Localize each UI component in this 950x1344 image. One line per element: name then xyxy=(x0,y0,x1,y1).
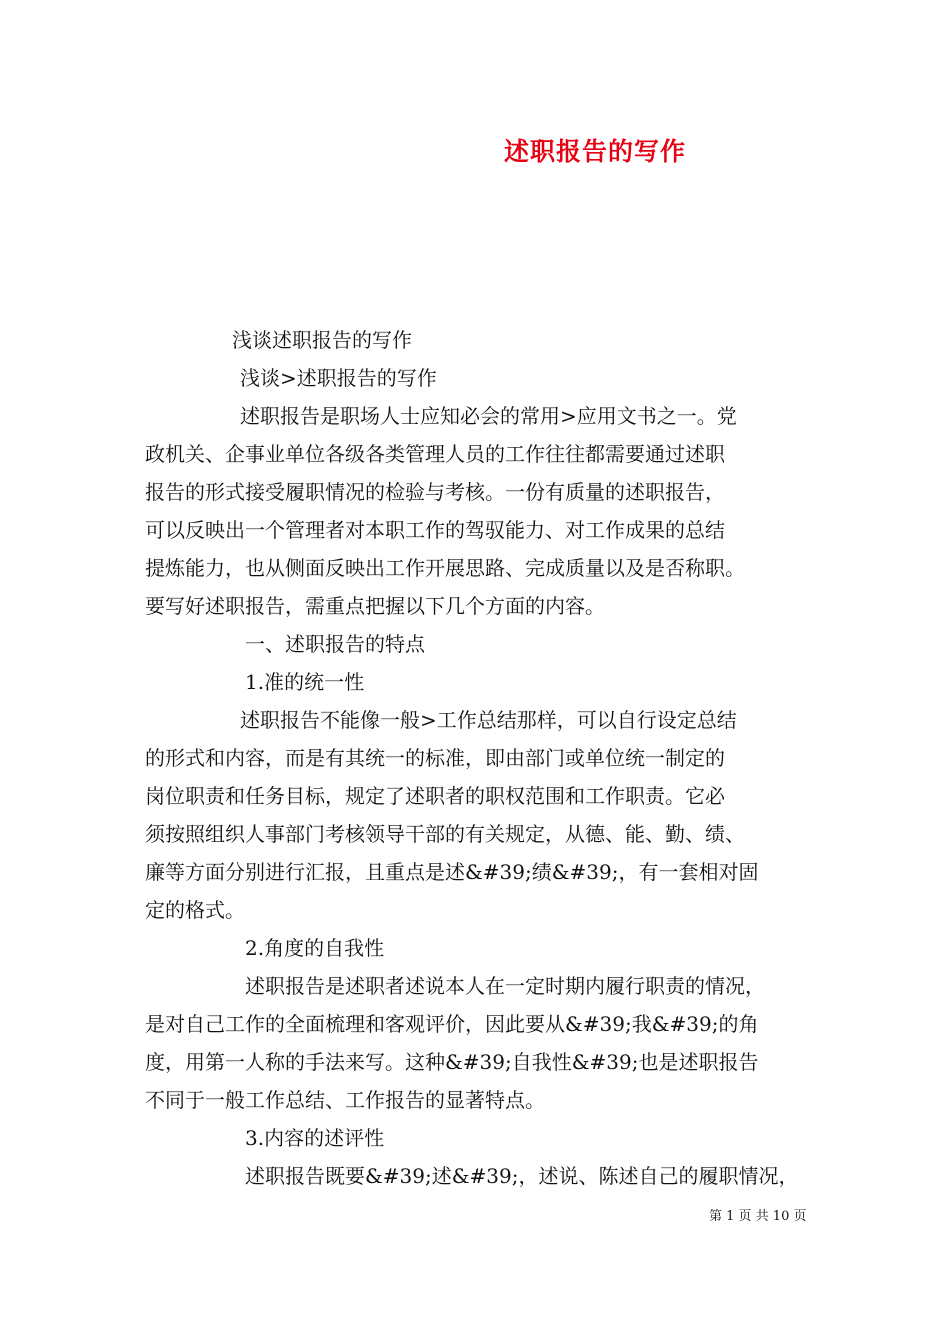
text-line: 的形式和内容，而是有其统一的标准，即由部门或单位统一制定的 xyxy=(145,746,725,770)
text-line: 述职报告不能像一般>工作总结那样，可以自行设定总结 xyxy=(240,708,737,732)
text-line: 提炼能力，也从侧面反映出工作开展思路、完成质量以及是否称职。 xyxy=(145,556,745,580)
text-line: 廉等方面分别进行汇报，且重点是述&#39;绩&#39;，有一套相对固 xyxy=(145,860,759,884)
text-line: 报告的形式接受履职情况的检验与考核。一份有质量的述职报告， xyxy=(145,480,725,504)
text-line: 政机关、企事业单位各级各类管理人员的工作往往都需要通过述职 xyxy=(145,442,725,466)
text-line: 要写好述职报告，需重点把握以下几个方面的内容。 xyxy=(145,594,605,618)
subsection-heading: 1.准的统一性 xyxy=(245,670,365,694)
text-line: 度，用第一人称的手法来写。这种&#39;自我性&#39;也是述职报告 xyxy=(145,1050,759,1074)
text-line: 须按照组织人事部门考核领导干部的有关规定，从德、能、勤、绩、 xyxy=(145,822,745,846)
document-title: 述职报告的写作 xyxy=(503,137,686,166)
text-line: 不同于一般工作总结、工作报告的显著特点。 xyxy=(145,1088,545,1112)
text-line: 述职报告既要&#39;述&#39;，述说、陈述自己的履职情况， xyxy=(245,1164,799,1188)
page-number-footer: 第 1 页 共 10 页 xyxy=(709,1209,807,1224)
section-heading: 一、述职报告的特点 xyxy=(245,632,425,656)
text-line: 岗位职责和任务目标，规定了述职者的职权范围和工作职责。它必 xyxy=(145,784,725,808)
subsection-heading: 2.角度的自我性 xyxy=(245,936,385,960)
text-line: 是对自己工作的全面梳理和客观评价，因此要从&#39;我&#39;的角 xyxy=(145,1012,759,1036)
text-line: 浅谈>述职报告的写作 xyxy=(240,366,437,390)
text-line: 可以反映出一个管理者对本职工作的驾驭能力、对工作成果的总结 xyxy=(145,518,725,542)
text-line: 浅谈述职报告的写作 xyxy=(232,328,412,352)
text-line: 述职报告是述职者述说本人在一定时期内履行职责的情况， xyxy=(245,974,765,998)
text-line: 定的格式。 xyxy=(145,898,245,922)
text-line: 述职报告是职场人士应知必会的常用>应用文书之一。党 xyxy=(240,404,737,428)
subsection-heading: 3.内容的述评性 xyxy=(245,1126,385,1150)
